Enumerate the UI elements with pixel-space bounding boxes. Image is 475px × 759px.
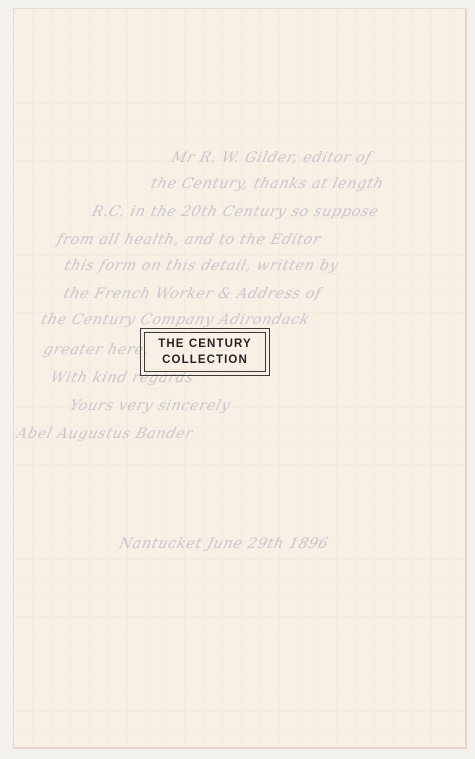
stamp-line-2: COLLECTION bbox=[162, 354, 248, 366]
letter-line-2: the Century, thanks at length bbox=[149, 175, 386, 192]
letter-line-4: from all health, and to the Editor bbox=[55, 231, 323, 248]
paper-sheet bbox=[13, 8, 466, 748]
letter-dateline: Nantucket June 29th 1896 bbox=[117, 535, 331, 552]
century-collection-stamp bbox=[140, 328, 270, 376]
stamp-inner-border bbox=[144, 332, 266, 372]
letter-line-3: R.C. in the 20th Century so suppose bbox=[90, 203, 381, 220]
letter-line-5: this form on this detail, written by bbox=[62, 257, 341, 274]
letter-line-1: Mr R. W. Gilder, editor of bbox=[169, 149, 374, 166]
letter-handwriting bbox=[13, 8, 466, 748]
stamp-line-1: THE CENTURY bbox=[158, 338, 252, 350]
letter-line-6: the French Worker & Address of bbox=[61, 285, 324, 302]
letter-line-11: Abel Augustus Bander bbox=[14, 425, 196, 442]
letter-line-7: the Century Company Adirondack bbox=[39, 311, 312, 328]
letter-line-9: With kind regards bbox=[48, 369, 196, 386]
letter-line-10: Yours very sincerely bbox=[67, 397, 233, 414]
letter-line-8: greater here. bbox=[41, 341, 152, 358]
